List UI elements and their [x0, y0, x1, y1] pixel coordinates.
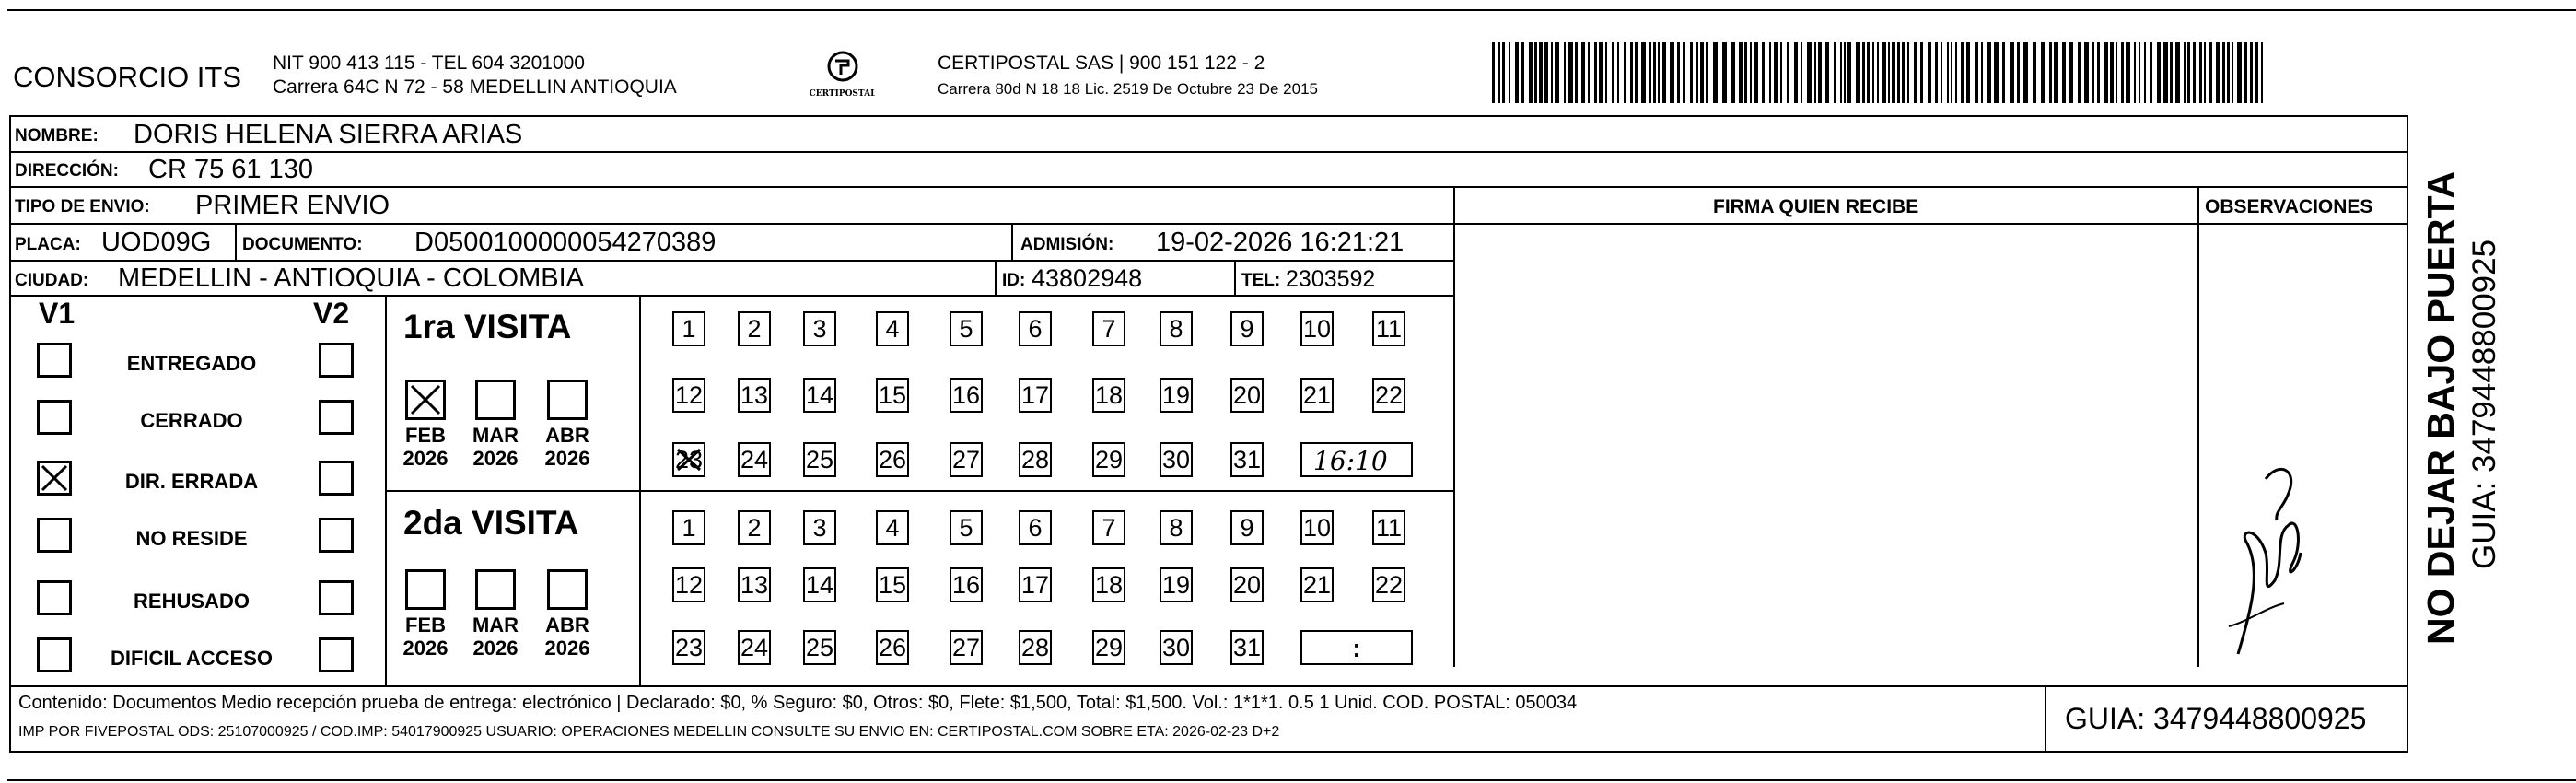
- day-box[interactable]: 29: [1092, 442, 1125, 477]
- day-box[interactable]: 18: [1092, 378, 1125, 413]
- day-box[interactable]: 30: [1160, 442, 1193, 477]
- day-box[interactable]: 20: [1230, 567, 1264, 602]
- placa-value: UOD09G: [101, 228, 212, 257]
- month-name: FEB: [405, 424, 446, 447]
- status-label: CERRADO: [140, 409, 243, 432]
- day-box[interactable]: 5: [950, 311, 983, 346]
- direccion-label: DIRECCIÓN:: [15, 161, 119, 181]
- obs-divider: [2197, 186, 2199, 667]
- day-box[interactable]: 20: [1230, 378, 1264, 413]
- day-box[interactable]: 12: [672, 378, 705, 413]
- day-box[interactable]: 22: [1372, 378, 1405, 413]
- ciudad-label: CIUDAD:: [15, 271, 89, 290]
- day-box[interactable]: 2: [738, 510, 771, 545]
- nombre-value: DORIS HELENA SIERRA ARIAS: [134, 120, 523, 149]
- day-box[interactable]: 3: [803, 510, 836, 545]
- certipostal-line-2: Carrera 80d N 18 18 Lic. 2519 De Octubre 23 De 2015: [938, 80, 1318, 98]
- side-guia: GUIA: 3479448800925: [2466, 239, 2502, 569]
- v1-checkbox[interactable]: [37, 580, 72, 615]
- side-warning: NO DEJAR BAJO PUERTA: [2419, 170, 2462, 645]
- day-box[interactable]: 8: [1160, 510, 1193, 545]
- tipo-envio-label: TIPO DE ENVIO:: [15, 197, 150, 216]
- day-box[interactable]: 10: [1300, 311, 1334, 346]
- day-box[interactable]: 18: [1092, 567, 1125, 602]
- documento-value: D0500100000054270389: [414, 228, 717, 257]
- status-label: DIFICIL ACCESO: [110, 647, 273, 670]
- day-box[interactable]: 24: [738, 442, 771, 477]
- time-box[interactable]: [1300, 442, 1413, 477]
- row-line: [9, 186, 2408, 188]
- day-box[interactable]: 6: [1019, 311, 1052, 346]
- day-box[interactable]: 28: [1019, 630, 1052, 665]
- cell-divider: [235, 223, 237, 260]
- day-box[interactable]: 11: [1372, 510, 1405, 545]
- admision-label: ADMISIÓN:: [1020, 235, 1114, 254]
- month-label: [540, 614, 595, 660]
- day-box[interactable]: 19: [1160, 378, 1193, 413]
- day-box[interactable]: 7: [1092, 510, 1125, 545]
- day-box[interactable]: 15: [876, 378, 909, 413]
- day-box[interactable]: 9: [1230, 311, 1264, 346]
- observaciones-label: OBSERVACIONES: [2205, 196, 2373, 217]
- day-box[interactable]: 14: [803, 378, 836, 413]
- row-line: [9, 260, 1453, 262]
- top-rule: [7, 9, 2576, 11]
- day-box[interactable]: 25: [803, 630, 836, 665]
- footer-content-line: Contenido: Documentos Medio recepción prueba de entrega: electrónico | Declarado: $0, % Seguro: $0, Otros: $0, Flete: $1,500, Total: $1,500. Vol.: 1*1*1. 0.5 1 Unid. COD. POSTAL: 050034: [18, 693, 1578, 713]
- v2-checkbox[interactable]: [319, 637, 354, 672]
- status-label: DIR. ERRADA: [124, 470, 259, 493]
- v2-checkbox[interactable]: [319, 580, 354, 615]
- day-box[interactable]: 23: [672, 442, 705, 477]
- day-box[interactable]: 16: [950, 378, 983, 413]
- svg-text:CERTIPOSTAL: CERTIPOSTAL: [810, 89, 875, 99]
- certipostal-line-1: CERTIPOSTAL SAS | 900 151 122 - 2: [938, 53, 1265, 74]
- day-box[interactable]: 28: [1019, 442, 1052, 477]
- month-name: MAR: [472, 614, 519, 637]
- day-box[interactable]: 16: [950, 567, 983, 602]
- day-box[interactable]: 4: [876, 311, 909, 346]
- handwritten-time: 16:10: [1313, 446, 1388, 476]
- month-year: 2026: [544, 447, 590, 471]
- day-box[interactable]: 27: [950, 630, 983, 665]
- month-checkbox[interactable]: [405, 380, 446, 420]
- v2-checkbox[interactable]: [319, 518, 354, 553]
- day-box[interactable]: 19: [1160, 567, 1193, 602]
- cell-divider: [1234, 260, 1236, 295]
- day-box[interactable]: 31: [1230, 630, 1264, 665]
- handwritten-signature: [2210, 442, 2312, 663]
- day-box[interactable]: 17: [1019, 567, 1052, 602]
- day-box[interactable]: 7: [1092, 311, 1125, 346]
- company-nit: NIT 900 413 115 - TEL 604 3201000: [273, 53, 585, 74]
- admision-value: 19-02-2026 16:21:21: [1156, 228, 1405, 257]
- ciudad-value: MEDELLIN - ANTIOQUIA - COLOMBIA: [118, 263, 584, 293]
- day-box[interactable]: 23: [672, 630, 705, 665]
- v1-checkbox[interactable]: [37, 461, 72, 496]
- certipostal-logo: [810, 48, 875, 103]
- row-line: [9, 151, 2408, 153]
- day-box[interactable]: 25: [803, 442, 836, 477]
- barcode: [1492, 42, 2270, 103]
- tel-value: 2303592: [1286, 266, 1376, 292]
- day-box[interactable]: 3: [803, 311, 836, 346]
- month-checkbox[interactable]: [405, 569, 446, 610]
- status-label: REHUSADO: [134, 590, 250, 613]
- month-label: [468, 424, 523, 471]
- day-box[interactable]: 2: [738, 311, 771, 346]
- v1-checkbox[interactable]: [37, 343, 72, 378]
- month-checkbox[interactable]: [547, 380, 588, 420]
- company-address: Carrera 64C N 72 - 58 MEDELLIN ANTIOQUIA: [273, 76, 677, 98]
- month-label: [468, 614, 523, 660]
- day-box[interactable]: 31: [1230, 442, 1264, 477]
- nombre-label: NOMBRE:: [15, 126, 99, 146]
- status-label: ENTREGADO: [126, 352, 257, 375]
- day-box[interactable]: 1: [672, 510, 705, 545]
- cell-divider: [1011, 223, 1013, 260]
- v2-checkbox[interactable]: [319, 461, 354, 496]
- placa-label: PLACA:: [15, 235, 81, 254]
- day-box[interactable]: 8: [1160, 311, 1193, 346]
- month-checkbox[interactable]: [547, 569, 588, 610]
- documento-label: DOCUMENTO:: [242, 235, 363, 254]
- day-box[interactable]: 15: [876, 567, 909, 602]
- day-box[interactable]: 10: [1300, 510, 1334, 545]
- first-visit-label: 1ra VISITA: [403, 308, 572, 345]
- row-line: [9, 295, 1453, 297]
- day-box[interactable]: 9: [1230, 510, 1264, 545]
- day-box[interactable]: 1: [672, 311, 705, 346]
- month-checkbox[interactable]: [475, 569, 516, 610]
- month-label: [398, 424, 453, 471]
- day-box[interactable]: 13: [738, 567, 771, 602]
- footer-divider: [2045, 685, 2046, 753]
- firma-divider: [1453, 186, 1455, 667]
- day-box[interactable]: 21: [1300, 378, 1334, 413]
- footer-guia: GUIA: 3479448800925: [2065, 702, 2367, 735]
- company-name: CONSORCIO ITS: [13, 61, 242, 93]
- v2-label: V2: [313, 297, 350, 330]
- day-box[interactable]: 26: [876, 630, 909, 665]
- time-separator: :: [1352, 634, 1361, 662]
- day-box[interactable]: 26: [876, 442, 909, 477]
- id-value: 43802948: [1032, 264, 1143, 292]
- day-box[interactable]: 29: [1092, 630, 1125, 665]
- month-year: 2026: [402, 637, 449, 660]
- tel-label: TEL:: [1241, 271, 1281, 290]
- day-box[interactable]: 24: [738, 630, 771, 665]
- firma-label: FIRMA QUIEN RECIBE: [1713, 196, 1919, 217]
- day-box[interactable]: 21: [1300, 567, 1334, 602]
- month-year: 2026: [402, 447, 449, 471]
- cell-divider: [995, 260, 997, 295]
- month-label: [398, 614, 453, 660]
- day-box[interactable]: 12: [672, 567, 705, 602]
- status-label: NO RESIDE: [135, 527, 248, 550]
- month-name: FEB: [405, 614, 446, 637]
- day-box[interactable]: 30: [1160, 630, 1193, 665]
- month-name: MAR: [472, 424, 519, 447]
- v1-checkbox[interactable]: [37, 518, 72, 553]
- bottom-rule: [7, 779, 2576, 781]
- day-box[interactable]: 6: [1019, 510, 1052, 545]
- v1-label: V1: [39, 297, 76, 330]
- id-label: ID:: [1002, 271, 1026, 290]
- month-year: 2026: [544, 637, 590, 660]
- month-year: 2026: [472, 447, 519, 471]
- month-year: 2026: [472, 637, 519, 660]
- visit-divider: [385, 490, 1453, 492]
- footer-rule: [9, 685, 2408, 687]
- v1-checkbox[interactable]: [37, 400, 72, 435]
- day-box[interactable]: 4: [876, 510, 909, 545]
- day-box[interactable]: 11: [1372, 311, 1405, 346]
- v2-checkbox[interactable]: [319, 343, 354, 378]
- month-checkbox[interactable]: [475, 380, 516, 420]
- month-label: [540, 424, 595, 471]
- day-box[interactable]: 27: [950, 442, 983, 477]
- day-box[interactable]: 22: [1372, 567, 1405, 602]
- second-visit-label: 2da VISITA: [403, 504, 579, 542]
- day-box[interactable]: 14: [803, 567, 836, 602]
- tipo-envio-value: PRIMER ENVIO: [195, 191, 390, 220]
- v2-checkbox[interactable]: [319, 400, 354, 435]
- month-name: ABR: [545, 614, 589, 637]
- day-box[interactable]: 17: [1019, 378, 1052, 413]
- month-name: ABR: [545, 424, 589, 447]
- row-line: [9, 223, 2408, 225]
- footer-print-line: IMP POR FIVEPOSTAL ODS: 25107000925 / COD.IMP: 54017900925 USUARIO: OPERACIONES MEDELLIN CONSULTE SU ENVIO EN: CERTIPOSTAL.COM SOBRE ETA: 2026-02-23 D+2: [18, 724, 1280, 740]
- v1-checkbox[interactable]: [37, 637, 72, 672]
- day-box[interactable]: 13: [738, 378, 771, 413]
- direccion-value: CR 75 61 130: [148, 155, 313, 184]
- day-box[interactable]: 5: [950, 510, 983, 545]
- time-box[interactable]: [1300, 630, 1413, 665]
